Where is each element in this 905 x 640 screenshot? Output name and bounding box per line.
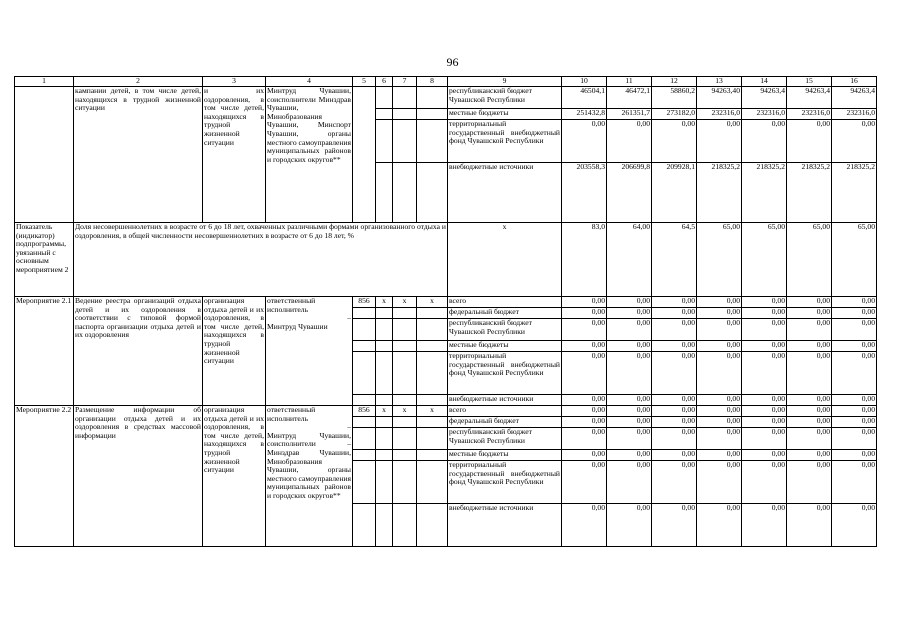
value-cell: 83,0: [562, 223, 607, 297]
value-cell: 0,00: [697, 417, 742, 428]
value-cell: 0,00: [697, 341, 742, 352]
value-cell: 0,00: [562, 395, 607, 406]
value-cell: 46504,1: [562, 87, 607, 109]
executor-dash: –: [347, 313, 351, 323]
code-cell: [353, 395, 376, 406]
value-cell: 0,00: [697, 308, 742, 319]
code-cell: [353, 319, 376, 341]
code-cell: [417, 395, 448, 406]
value-cell: 0,00: [787, 352, 832, 395]
value-cell: 0,00: [742, 308, 787, 319]
value-cell: 46472,1: [607, 87, 652, 109]
column-header: 5: [353, 77, 376, 87]
event-name-cell: Размещение информации об организации отдыха детей и их оздоровления в средствах массовой информации: [74, 406, 203, 547]
value-cell: 94263,4: [742, 87, 787, 109]
source-cell: местные бюджеты: [448, 450, 562, 461]
value-cell: 251432,8: [562, 109, 607, 120]
value-cell: 0,00: [787, 450, 832, 461]
column-header: 14: [742, 77, 787, 87]
code-cell: [417, 109, 448, 120]
value-cell: 0,00: [697, 297, 742, 308]
value-cell: 0,00: [787, 504, 832, 547]
code-cell: [353, 417, 376, 428]
value-cell: 0,00: [607, 504, 652, 547]
code-cell: [353, 341, 376, 352]
value-cell: 0,00: [832, 319, 877, 341]
value-cell: 0,00: [607, 341, 652, 352]
value-cell: 0,00: [652, 341, 697, 352]
code-cell: [393, 319, 417, 341]
value-cell: 0,00: [742, 504, 787, 547]
value-cell: 0,00: [562, 417, 607, 428]
value-cell: 0,00: [562, 428, 607, 450]
value-cell: 232316,0: [742, 109, 787, 120]
value-cell: 0,00: [832, 406, 877, 417]
column-header: 1: [15, 77, 74, 87]
value-cell: 0,00: [742, 450, 787, 461]
code-cell: [376, 163, 393, 223]
indicator-text: Доля несовершеннолетних в возрасте от 6 до 18 лет, охваченных различными формами организованного отдыха и оздоровления, в общей численности несовершеннолетних в возрасте от 6 до 18 лет, %: [74, 223, 448, 297]
column-header: 11: [607, 77, 652, 87]
code-cell: [376, 395, 393, 406]
value-cell: 0,00: [562, 297, 607, 308]
code-cell: [417, 163, 448, 223]
value-cell: 0,00: [742, 341, 787, 352]
value-cell: 0,00: [832, 417, 877, 428]
value-cell: 0,00: [697, 428, 742, 450]
value-cell: 0,00: [697, 406, 742, 417]
value-cell: 0,00: [832, 341, 877, 352]
executor-org: Минтруд Чувашии: [267, 321, 328, 331]
value-cell: 58860,2: [652, 87, 697, 109]
code-cell: [376, 504, 393, 547]
value-cell: 0,00: [652, 450, 697, 461]
code-cell: [393, 87, 417, 109]
value-cell: 0,00: [832, 120, 877, 163]
value-cell: 0,00: [742, 428, 787, 450]
code-cell: [376, 120, 393, 163]
value-cell: 232316,0: [697, 109, 742, 120]
source-cell: местные бюджеты: [448, 341, 562, 352]
column-header: 7: [393, 77, 417, 87]
value-cell: 273182,0: [652, 109, 697, 120]
page-number: 96: [446, 55, 459, 69]
column-header: 16: [832, 77, 877, 87]
value-cell: 232316,0: [832, 109, 877, 120]
code-cell: [353, 450, 376, 461]
event-name-cell: кампании детей, в том числе детей, находящихся в трудной жизненной ситуации: [74, 87, 203, 223]
value-cell: 65,00: [787, 223, 832, 297]
code-cell: [353, 352, 376, 395]
event-label-cell: [15, 87, 74, 223]
table-row: [15, 297, 877, 308]
code-cell: x: [393, 406, 417, 417]
source-cell: внебюджетные источники: [448, 163, 562, 223]
code-cell: [417, 341, 448, 352]
value-cell: 0,00: [562, 308, 607, 319]
program-table: [14, 76, 877, 547]
executor-org: Минтруд Чувашии, соисполнители – Минздрав Чувашии, Минобразования Чувашии, органы местного самоуправления муниципальных районов и городских округов**: [267, 430, 351, 500]
event-name-cell: Ведение реестра организаций отдыха детей и их оздоровления в соответствии с типовой формой паспорта организации отдыха детей и их оздоровления: [74, 297, 203, 406]
source-cell: республиканский бюджет Чувашской Республики: [448, 319, 562, 341]
code-cell: [376, 87, 393, 109]
value-cell: 0,00: [607, 352, 652, 395]
code-cell: [376, 109, 393, 120]
value-cell: 218325,2: [787, 163, 832, 223]
code-cell: 856: [353, 406, 376, 417]
value-cell: 218325,2: [697, 163, 742, 223]
value-cell: 0,00: [697, 120, 742, 163]
code-cell: [393, 450, 417, 461]
code-cell: [376, 341, 393, 352]
value-cell: 0,00: [652, 352, 697, 395]
value-cell: 0,00: [787, 308, 832, 319]
value-cell: 64,00: [607, 223, 652, 297]
value-cell: 206699,8: [607, 163, 652, 223]
value-cell: 0,00: [787, 319, 832, 341]
value-cell: 0,00: [742, 461, 787, 504]
event-executors-cell: [266, 297, 353, 406]
value-cell: 0,00: [832, 461, 877, 504]
event-label-cell: Мероприятие 2.1: [15, 297, 74, 406]
value-cell: 0,00: [742, 352, 787, 395]
code-cell: [393, 504, 417, 547]
code-cell: [417, 352, 448, 395]
code-cell: x: [393, 297, 417, 308]
column-header: 15: [787, 77, 832, 87]
value-cell: 0,00: [562, 352, 607, 395]
indicator-source: x: [448, 223, 562, 297]
value-cell: 94263,4: [832, 87, 877, 109]
value-cell: 218325,2: [742, 163, 787, 223]
code-cell: [353, 461, 376, 504]
table-row: [15, 87, 877, 109]
value-cell: 65,00: [697, 223, 742, 297]
value-cell: 261351,7: [607, 109, 652, 120]
value-cell: 0,00: [832, 297, 877, 308]
indicator-label: Показатель (индикатор) подпрограммы, увязанный с основным мероприятием 2: [15, 223, 74, 297]
value-cell: 0,00: [787, 406, 832, 417]
column-header: 6: [376, 77, 393, 87]
code-cell: [393, 395, 417, 406]
source-cell: территориальный государственный внебюджетный фонд Чувашской Республики: [448, 461, 562, 504]
event-goal-cell: и их оздоровления, в том числе детей, находящихся в трудной жизненной ситуации: [203, 87, 266, 223]
value-cell: 0,00: [607, 417, 652, 428]
event-executors-cell: Минтруд Чувашии, соисполнители Минздрав Чувашии, Минобразования Чувашии, Минспорт Чувашии, органы местного самоуправления муниципальных районов и городских округов**: [266, 87, 353, 223]
value-cell: 0,00: [652, 297, 697, 308]
source-cell: местные бюджеты: [448, 109, 562, 120]
code-cell: [417, 417, 448, 428]
value-cell: 0,00: [562, 120, 607, 163]
event-executors-cell: [266, 406, 353, 547]
code-cell: [417, 308, 448, 319]
code-cell: [393, 163, 417, 223]
value-cell: 0,00: [697, 504, 742, 547]
code-cell: [353, 504, 376, 547]
value-cell: 0,00: [742, 406, 787, 417]
code-cell: [353, 308, 376, 319]
code-cell: x: [376, 297, 393, 308]
value-cell: 0,00: [652, 504, 697, 547]
value-cell: 0,00: [562, 461, 607, 504]
value-cell: 0,00: [652, 406, 697, 417]
value-cell: 0,00: [607, 120, 652, 163]
value-cell: 0,00: [832, 428, 877, 450]
value-cell: 0,00: [832, 352, 877, 395]
column-header: 8: [417, 77, 448, 87]
value-cell: 0,00: [742, 120, 787, 163]
code-cell: [393, 428, 417, 450]
code-cell: [393, 109, 417, 120]
source-cell: внебюджетные источники: [448, 504, 562, 547]
code-cell: x: [376, 406, 393, 417]
value-cell: 65,00: [742, 223, 787, 297]
value-cell: 0,00: [607, 461, 652, 504]
value-cell: 0,00: [652, 308, 697, 319]
code-cell: [393, 352, 417, 395]
event-label-cell: Мероприятие 2.2: [15, 406, 74, 547]
value-cell: 203558,3: [562, 163, 607, 223]
code-cell: [393, 120, 417, 163]
column-header: 9: [448, 77, 562, 87]
value-cell: 0,00: [832, 308, 877, 319]
value-cell: 0,00: [697, 319, 742, 341]
code-cell: [376, 417, 393, 428]
value-cell: 0,00: [832, 395, 877, 406]
source-cell: федеральный бюджет: [448, 417, 562, 428]
code-cell: [417, 120, 448, 163]
executor-label: ответственный исполнитель: [267, 296, 316, 314]
code-cell: 856: [353, 297, 376, 308]
source-cell: федеральный бюджет: [448, 308, 562, 319]
code-cell: [393, 417, 417, 428]
value-cell: 0,00: [697, 450, 742, 461]
column-header: 2: [74, 77, 203, 87]
source-cell: территориальный государственный внебюджетный фонд Чувашской Республики: [448, 352, 562, 395]
value-cell: 218325,2: [832, 163, 877, 223]
value-cell: 0,00: [562, 450, 607, 461]
column-number-row: [15, 77, 877, 87]
value-cell: 0,00: [562, 341, 607, 352]
value-cell: 0,00: [652, 120, 697, 163]
executor-label: ответственный исполнитель: [267, 405, 316, 423]
value-cell: 0,00: [562, 504, 607, 547]
code-cell: x: [417, 297, 448, 308]
source-cell: всего: [448, 406, 562, 417]
value-cell: 0,00: [697, 461, 742, 504]
source-cell: республиканский бюджет Чувашской Республики: [448, 428, 562, 450]
code-cell: [376, 461, 393, 504]
code-cell: [376, 428, 393, 450]
value-cell: 0,00: [742, 319, 787, 341]
value-cell: 0,00: [562, 319, 607, 341]
value-cell: 0,00: [652, 461, 697, 504]
code-cell: [376, 352, 393, 395]
value-cell: 209928,1: [652, 163, 697, 223]
value-cell: 94263,4: [787, 87, 832, 109]
column-header: 3: [203, 77, 266, 87]
value-cell: 0,00: [607, 297, 652, 308]
value-cell: 0,00: [787, 297, 832, 308]
value-cell: 0,00: [607, 450, 652, 461]
value-cell: 0,00: [787, 395, 832, 406]
column-header: 12: [652, 77, 697, 87]
value-cell: 0,00: [832, 450, 877, 461]
value-cell: 0,00: [607, 319, 652, 341]
value-cell: 0,00: [697, 395, 742, 406]
value-cell: 0,00: [742, 395, 787, 406]
value-cell: 0,00: [787, 341, 832, 352]
value-cell: 0,00: [607, 428, 652, 450]
value-cell: 232316,0: [787, 109, 832, 120]
value-cell: 94263,40: [697, 87, 742, 109]
column-header: 13: [697, 77, 742, 87]
code-cell: [417, 461, 448, 504]
source-cell: внебюджетные источники: [448, 395, 562, 406]
code-cell: [393, 308, 417, 319]
code-cell: [353, 87, 376, 223]
column-header: 4: [266, 77, 353, 87]
value-cell: 0,00: [697, 352, 742, 395]
code-cell: [417, 87, 448, 109]
table-row: [15, 406, 877, 417]
value-cell: 0,00: [652, 417, 697, 428]
value-cell: 65,00: [832, 223, 877, 297]
value-cell: 0,00: [562, 406, 607, 417]
code-cell: [417, 319, 448, 341]
value-cell: 0,00: [607, 395, 652, 406]
code-cell: [353, 428, 376, 450]
code-cell: [393, 341, 417, 352]
code-cell: [393, 461, 417, 504]
value-cell: 0,00: [742, 297, 787, 308]
code-cell: [376, 450, 393, 461]
code-cell: [376, 308, 393, 319]
value-cell: 0,00: [787, 417, 832, 428]
value-cell: 0,00: [607, 406, 652, 417]
event-goal-cell: организация отдыха детей и их оздоровления, в том числе детей, находящихся в трудной жизненной ситуации: [203, 297, 266, 406]
value-cell: 0,00: [832, 504, 877, 547]
executor-dash: –: [347, 422, 351, 432]
event-goal-cell: организация отдыха детей и их оздоровления, в том числе детей, находящихся в трудной жизненной ситуации: [203, 406, 266, 547]
value-cell: 0,00: [652, 395, 697, 406]
value-cell: 0,00: [787, 428, 832, 450]
value-cell: 0,00: [787, 120, 832, 163]
value-cell: 0,00: [787, 461, 832, 504]
code-cell: [417, 450, 448, 461]
value-cell: 0,00: [742, 417, 787, 428]
code-cell: [417, 504, 448, 547]
column-header: 10: [562, 77, 607, 87]
value-cell: 0,00: [652, 428, 697, 450]
value-cell: 0,00: [607, 308, 652, 319]
code-cell: [376, 319, 393, 341]
value-cell: 0,00: [652, 319, 697, 341]
source-cell: всего: [448, 297, 562, 308]
value-cell: 64,5: [652, 223, 697, 297]
code-cell: [417, 428, 448, 450]
source-cell: территориальный государственный внебюджетный фонд Чувашской Республики: [448, 120, 562, 163]
indicator-row: [15, 223, 877, 297]
code-cell: x: [417, 406, 448, 417]
source-cell: республиканский бюджет Чувашской Республики: [448, 87, 562, 109]
